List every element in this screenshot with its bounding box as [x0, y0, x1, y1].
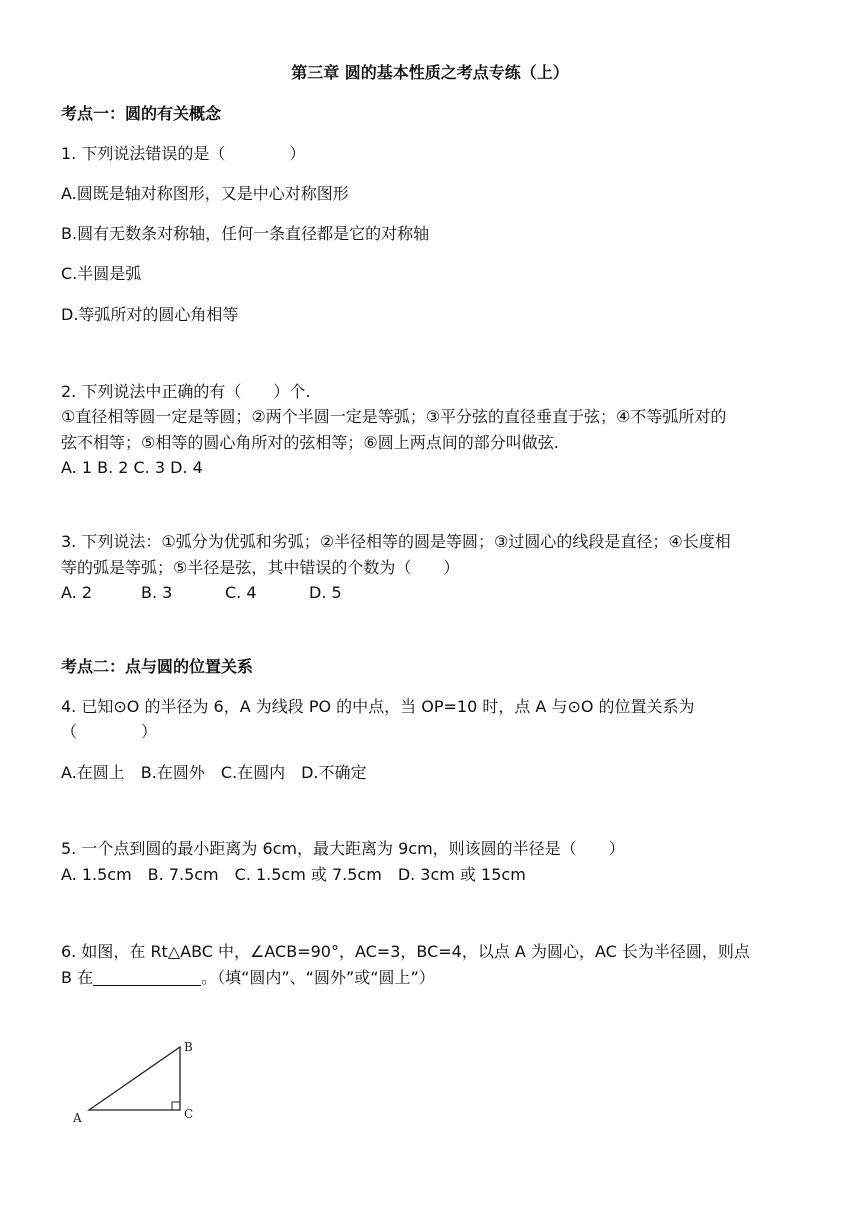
- question-2-options: A. 1 B. 2 C. 3 D. 4: [61, 458, 203, 477]
- question-3-option-d: D. 5: [309, 583, 342, 602]
- question-4-options: A.在圆上 B.在圆外 C.在圆内 D.不确定: [61, 763, 367, 782]
- question-2-text-line-2: 弦不相等；⑤相等的圆心角所对的弦相等；⑥圆上两点间的部分叫做弦.: [61, 433, 559, 452]
- triangle-figure: [60, 1030, 220, 1140]
- question-6-text-line-1: 6. 如图，在 Rt△ABC 中，∠ACB=90°，AC=3，BC=4，以点 A 为圆心，AC 长为半径圆，则点: [61, 942, 750, 961]
- question-5-options: A. 1.5cm B. 7.5cm C. 1.5cm 或 7.5cm D. 3cm 或 15cm: [61, 865, 526, 884]
- section-heading-2: 考点二：点与圆的位置关系: [61, 657, 254, 676]
- question-6-text-prefix: B 在: [61, 968, 94, 987]
- vertex-label-b: B: [184, 1040, 193, 1054]
- right-angle-mark: [172, 1102, 180, 1110]
- question-2-stem: 2. 下列说法中正确的有（ ）个.: [61, 382, 311, 401]
- question-1-option-b: B.圆有无数条对称轴，任何一条直径都是它的对称轴: [61, 224, 430, 243]
- question-1-stem: 1. 下列说法错误的是（ ）: [61, 144, 306, 163]
- question-4-text-line-2: （ ）: [61, 722, 158, 741]
- question-6-text-line-2: [61, 967, 435, 989]
- question-4-text-line-1: 4. 已知⊙O 的半径为 6，A 为线段 PO 的中点，当 OP=10 时，点 A 与⊙O 的位置关系为: [61, 697, 695, 716]
- question-3-options: [61, 582, 342, 604]
- question-1-option-c: C.半圆是弧: [61, 264, 142, 283]
- question-1-option-d: D.等弧所对的圆心角相等: [61, 305, 239, 324]
- question-5-stem: 5. 一个点到圆的最小距离为 6cm，最大距离为 9cm，则该圆的半径是（ ）: [61, 839, 625, 858]
- question-3-option-a: A. 2: [61, 583, 93, 602]
- question-3-option-c: C. 4: [225, 583, 257, 602]
- question-3-text-line-2: 等的弧是等弧；⑤半径是弦，其中错误的个数为（ ）: [61, 558, 460, 577]
- page-title: 第三章 圆的基本性质之考点专练（上）: [291, 63, 569, 82]
- question-1-option-a: A.圆既是轴对称图形，又是中心对称图形: [61, 184, 349, 203]
- answer-blank: [93, 969, 201, 986]
- question-6-text-suffix: 。（填“圆内”、“圆外”或“圆上”）: [201, 968, 435, 987]
- vertex-label-a: A: [73, 1111, 82, 1125]
- question-3-text-line-1: 3. 下列说法：①弧分为优弧和劣弧；②半径相等的圆是等圆；③过圆心的线段是直径；④长度相: [61, 532, 731, 551]
- triangle-abc: [89, 1047, 180, 1110]
- question-3-option-b: B. 3: [141, 583, 173, 602]
- section-heading-1: 考点一：圆的有关概念: [61, 104, 222, 123]
- vertex-label-c: C: [184, 1107, 194, 1121]
- question-2-text-line-1: ①直径相等圆一定是等圆；②两个半圆一定是等弧；③平分弦的直径垂直于弦；④不等弧所对的: [61, 407, 727, 426]
